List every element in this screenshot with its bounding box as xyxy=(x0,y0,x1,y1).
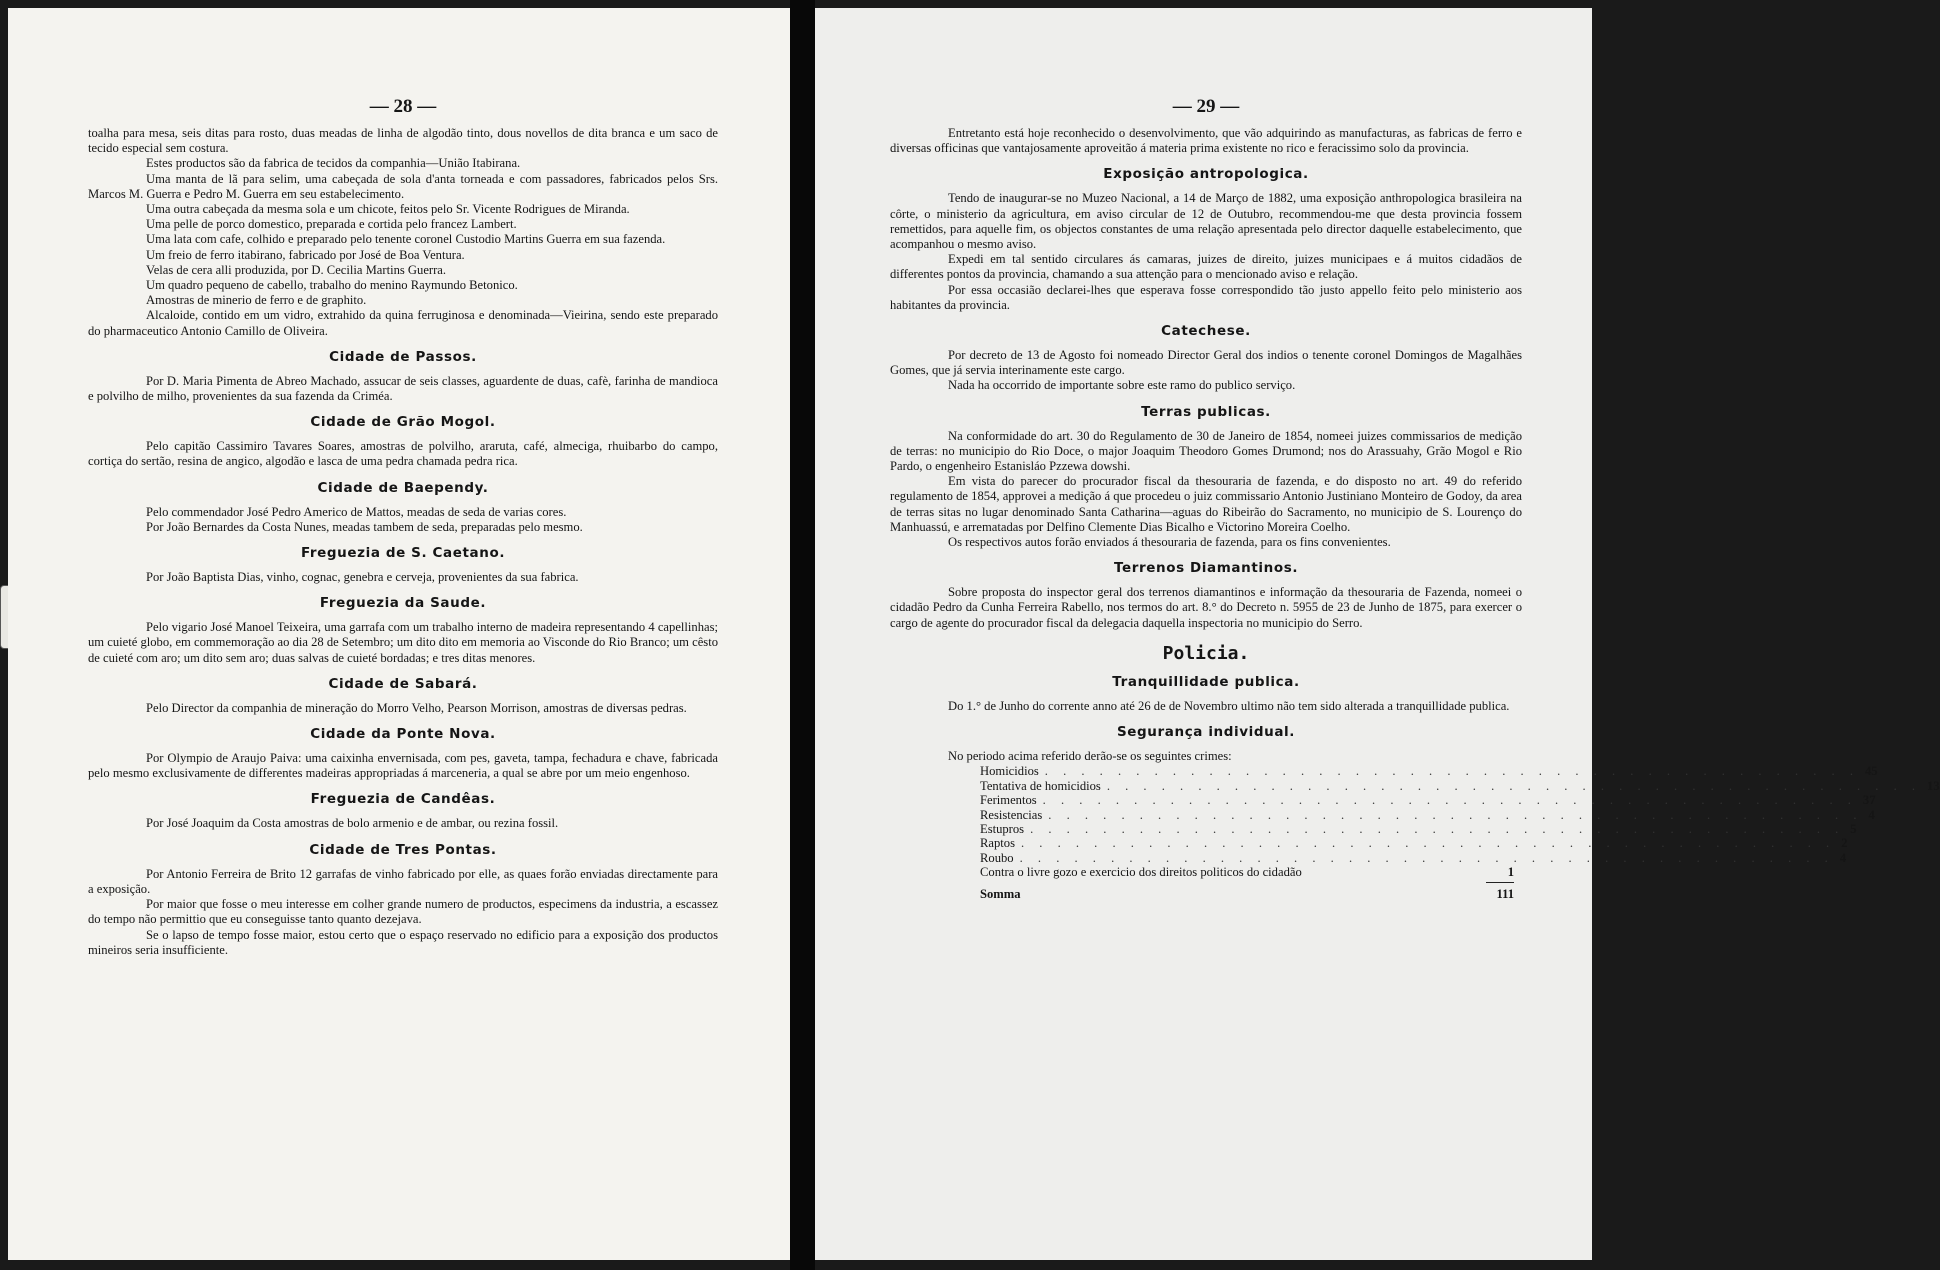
paragraph: Pelo capitão Cassimiro Tavares Soares, amostras de polvilho, araruta, café, almeciga, rhuibarbo do campo, cortiça do sertão, resina de angico, algodão e lasca de uma pedra chamada pedra rica. xyxy=(88,439,718,469)
left-page xyxy=(8,8,790,1260)
crime-label: Ferimentos xyxy=(980,793,1037,808)
paragraph: Sobre proposta do inspector geral dos terrenos diamantinos e informação da thesouraria de Fazenda, nomeei o cidadão Pedro da Cunha Ferreira Rabello, nos termos do art. 8.° do Decreto n. 5955 de 23 de Junho de 1875, para exercer o cargo de agente do procurador fiscal da delegacia daquella inspectoria no municipio do Serro. xyxy=(890,585,1522,630)
paragraph: Uma outra cabeçada da mesma sola e um chicote, feitos pelo Sr. Vicente Rodrigues de Miranda. xyxy=(146,202,630,217)
paragraph: Por decreto de 13 de Agosto foi nomeado Director Geral dos indios o tenente coronel Domingos de Magalhães Gomes, que já servia interinamente este cargo. xyxy=(890,348,1522,378)
paragraph: Um freio de ferro itabirano, fabricado por José de Boa Ventura. xyxy=(146,247,465,262)
paragraph: Uma lata com cafe, colhido e preparado pelo tenente coronel Custodio Martins Guerra em sua fazenda. xyxy=(146,232,666,247)
crime-count: 1 xyxy=(1507,865,1514,880)
crime-count: 45 xyxy=(1865,764,1878,779)
crime-count: 5 xyxy=(1850,821,1857,836)
leader-dots: . . . . . . . . . . . . . . . . . . . . . . . . . . . . . . . . . . . . . . . . . . . . . xyxy=(1020,836,1836,851)
crime-count: 13 xyxy=(1927,778,1940,793)
crime-row xyxy=(980,850,1847,865)
leader-dots: . . . . . . . . . . . . . . . . . . . . . . . . . . . . . . . . . . . . . . . . . . . . . xyxy=(1106,778,1922,793)
paragraph: Por João Baptista Dias, vinho, cognac, genebra e cerveja, provenientes da sua fabrica. xyxy=(146,570,579,585)
paragraph: Um quadro pequeno de cabello, trabalho do menino Raymundo Betonico. xyxy=(146,278,518,293)
section-heading: Tranquillidade publica. xyxy=(1112,673,1300,690)
paragraph: Em vista do parecer do procurador fiscal da thesouraria de fazenda, e do disposto no art. 49 do referido regulamento de 1854, approvei a medição á que procedeu o juiz commissario Antonio Justiniano Monteiro de Godoy, da area de terras sitas no lugar denominado Santa Catharina—aguas do Ribeirão do Sacramento, no municipio de S. Lourenço do Manhuassú, e arrematadas por Delfino Clemente Dias Bicalho e Victorino Moreira Coelho. xyxy=(890,474,1522,534)
crime-label: Estupros xyxy=(980,821,1025,836)
crime-row xyxy=(980,764,1878,779)
paragraph: Entretanto está hoje reconhecido o desenvolvimento, que vão adquirindo as manufacturas, as fabricas de ferro e diversas officinas que vantajosamente aproveitão á materia prima existente no rico e feracissimo solo da provincia. xyxy=(890,126,1522,156)
crime-row xyxy=(980,865,1514,879)
crime-label: Resistencias xyxy=(980,807,1043,822)
policia-title: Policia. xyxy=(1162,642,1250,664)
paragraph: Nada ha occorrido de importante sobre este ramo do publico serviço. xyxy=(948,378,1296,393)
crime-label: Roubo xyxy=(980,850,1014,865)
leader-dots: . . . . . . . . . . . . . . . . . . . . . . . . . . . . . . . . . . . . . . . . . . . . . xyxy=(1019,850,1834,865)
crime-row xyxy=(980,836,1848,851)
crime-label: Contra o livre gozo e exercicio dos direitos politicos do cidadão xyxy=(980,865,1302,880)
total-rule xyxy=(1486,882,1514,883)
right-page xyxy=(815,8,1940,1260)
paragraph: Do 1.° de Junho do corrente anno até 26 de de Novembro ultimo não tem sido alterada a tranquillidade publica. xyxy=(948,698,1510,713)
crime-label: Homicidios xyxy=(980,764,1039,779)
paragraph: Os respectivos autos forão enviados á thesouraria de fazenda, para os fins convenientes. xyxy=(948,535,1391,550)
crime-count: 4 xyxy=(1839,850,1847,865)
paragraph: Se o lapso de tempo fosse maior, estou certo que o espaço reservado no edificio para a exposição dos productos mineiros seria insufficiente. xyxy=(88,927,718,957)
section-heading: Catechese. xyxy=(1161,323,1251,340)
section-heading: Terras publicas. xyxy=(1141,403,1271,420)
paragraph: Por maior que fosse o meu interesse em colher grande numero de productos, especimens da industria, a escassez do tempo não permittio que eu conseguisse tanto quanto dezejava. xyxy=(88,897,718,927)
paragraph: Pelo Director da companhia de mineração do Morro Velho, Pearson Morrison, amostras de diversas pedras. xyxy=(146,700,687,715)
total-row xyxy=(980,886,1514,902)
leader-dots: . . . . . . . . . . . . . . . . . . . . . . . . . . . . . . . . . . . . . . . . . . . . . xyxy=(1044,764,1859,779)
leader-dots: . . . . . . . . . . . . . . . . . . . . . . . . . . . . . . . . . . . . . . . . . . . . . xyxy=(1042,793,1857,808)
crime-row xyxy=(980,778,1940,793)
paragraph: Pelo vigario José Manoel Teixeira, uma garrafa com um trabalho interno de madeira representando 4 capellinhas; um cuieté globo, em commemoração ao dia 28 de Setembro; um dito dito em memoria ao Visconde do Rio Branco; um cêsto de cuieté com aro; um dito sem aro; duas salvas de cuieté bordadas; e tres ditas menores. xyxy=(88,620,718,665)
paragraph: Estes productos são da fabrica de tecidos da companhia—União Itabirana. xyxy=(146,156,521,171)
leader-dots: . . . . . . . . . . . . . . . . . . . . . . . . . . . . . . . . . . . . . . . . . . . . . xyxy=(1048,807,1863,822)
crime-count: 4 xyxy=(1868,807,1875,822)
crime-label: Tentativa de homicidios xyxy=(980,778,1101,793)
paragraph: Pelo commendador José Pedro Americo de Mattos, meadas de seda de varias cores. xyxy=(146,504,567,519)
crime-row xyxy=(980,807,1875,822)
paragraph: Por essa occasião declarei-lhes que esperava fosse correspondido tão justo appello feito pelo ministerio aos habitantes da provincia. xyxy=(890,282,1522,312)
paragraph: Amostras de minerio de ferro e de graphito. xyxy=(146,293,367,308)
crime-row xyxy=(980,793,1876,808)
page-number-left: — 28 — xyxy=(369,96,437,117)
crime-row xyxy=(980,821,1857,836)
section-heading: Cidade de Tres Pontas. xyxy=(309,841,497,858)
paragraph: toalha para mesa, seis ditas para rosto, duas meadas de linha de algodão tinto, dous novellos de dita branca e um saco de tecido especial sem costura. xyxy=(88,126,718,156)
paragraph: Alcaloide, contido em um vidro, extrahido da quina ferruginosa e denominada—Vieirina, sendo este preparado do pharmaceutico Antonio Camillo de Oliveira. xyxy=(88,308,718,338)
section-heading: Freguezia de Candêas. xyxy=(310,791,496,808)
paragraph: Expedi em tal sentido circulares ás camaras, juizes de direito, juizes municipaes e á muitos cidadãos de differentes pontos da provincia, chamando a sua attenção para o mencionado aviso e relação. xyxy=(890,252,1522,282)
section-heading: Cidade da Ponte Nova. xyxy=(310,726,496,743)
page-number-right: — 29 — xyxy=(1172,96,1240,117)
crime-count: 2 xyxy=(1841,836,1848,851)
paragraph: No periodo acima referido derão-se os seguintes crimes: xyxy=(948,749,1232,764)
section-heading: Cidade de Passos. xyxy=(329,348,477,365)
paragraph: Uma manta de lã para selim, uma cabeçada de sola d'anta torneada e com passadores, fabricados pelos Srs. Marcos M. Guerra e Pedro M. Guerra em seu estabelecimento. xyxy=(88,171,718,201)
intro-block xyxy=(88,126,718,339)
paragraph: Por Antonio Ferreira de Brito 12 garrafas de vinho fabricado por elle, as quaes forão enviadas directamente para a exposição. xyxy=(88,866,718,896)
section-heading: Freguezia da Saude. xyxy=(319,595,487,612)
paragraph: Na conformidade do art. 30 do Regulamento de 30 de Janeiro de 1854, nomeei juizes commissarios de medição de terras: no municipio do Rio Doce, o major Joaquim Theodoro Gomes Drumond; nos do Arassuahy, Grão Mogol e Rio Pardo, o engenheiro Estanisláo Pzzewa dowshi. xyxy=(890,428,1522,474)
section-heading: Exposição antropologica. xyxy=(1103,166,1309,183)
paragraph: Velas de cera alli produzida, por D. Cecilia Martins Guerra. xyxy=(146,262,447,277)
paragraph: Por José Joaquim da Costa amostras de bolo armenio e de ambar, ou rezina fossil. xyxy=(146,816,559,831)
book-gutter xyxy=(790,0,815,1270)
section-heading: Segurança individual. xyxy=(1116,724,1296,741)
crime-count: 37 xyxy=(1862,793,1876,808)
leader-dots: . . . . . . . . . . . . . . . . . . . . . . . . . . . . . . . . . . . . . . . . . . . . . xyxy=(1030,821,1845,836)
total-value: 111 xyxy=(1496,886,1514,901)
paragraph: Por D. Maria Pimenta de Abreo Machado, assucar de seis classes, aguardente de duas, cafè, farinha de mandioca e polvilho de milho, provenientes da sua fazenda da Criméa. xyxy=(88,373,718,404)
paragraph: Uma pelle de porco domestico, preparada e cortida pelo francez Lambert. xyxy=(146,217,517,232)
paragraph: Tendo de inaugurar-se no Muzeo Nacional, a 14 de Março de 1882, uma exposição anthropologica brasileira na côrte, o ministerio da agricultura, em aviso circular de 12 de Outubro, recommendou-me que desta provincia fossem remettidos, para aquelle fim, os objectos constantes de uma relação apresentada pelo director daquelle estabelecimento, que acompanhou o mesmo aviso. xyxy=(890,191,1522,252)
crime-label: Raptos xyxy=(980,836,1015,851)
total-label: Somma xyxy=(980,886,1021,901)
section-heading: Cidade de Sabará. xyxy=(328,675,478,692)
crime-table xyxy=(980,764,1940,901)
paragraph: Por João Bernardes da Costa Nunes, meadas tambem de seda, preparadas pelo mesmo. xyxy=(146,519,583,534)
section-heading: Freguezia de S. Caetano. xyxy=(300,545,506,562)
section-heading: Cidade de Grão Mogol. xyxy=(310,414,496,431)
section-heading: Cidade de Baependy. xyxy=(317,479,489,496)
section-heading: Terrenos Diamantinos. xyxy=(1113,560,1299,577)
paragraph: Por Olympio de Araujo Paiva: uma caixinha envernisada, com pes, gaveta, tampa, fechadura e chave, fabricada pelo mesmo exclusivamente de differentes madeiras appropriadas á marceneria, a qual se abre por um meio engenhoso. xyxy=(88,751,718,781)
